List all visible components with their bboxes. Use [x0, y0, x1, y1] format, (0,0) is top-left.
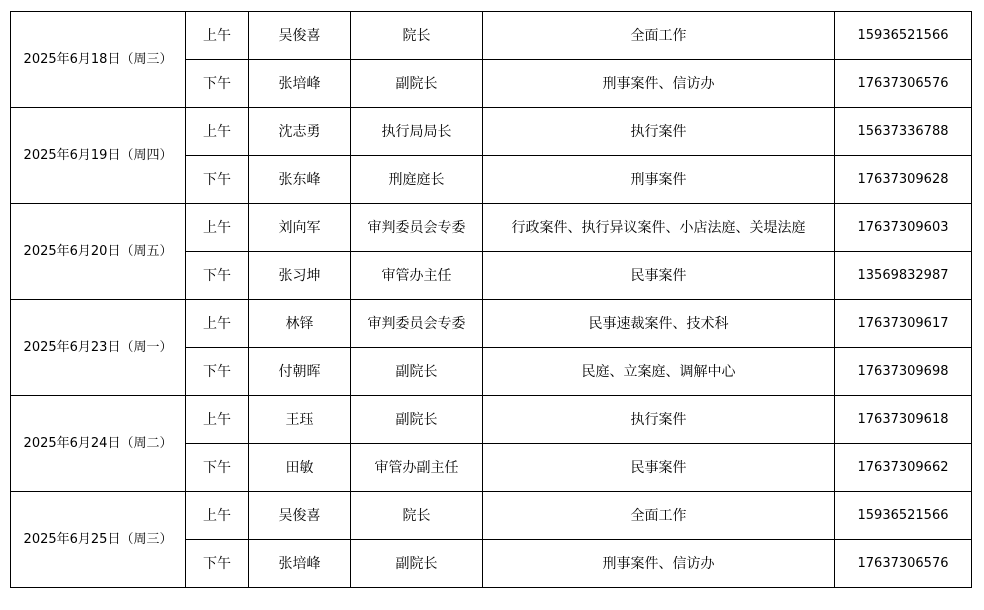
phone-cell: 17637309628 — [835, 156, 972, 204]
phone-cell: 13569832987 — [835, 252, 972, 300]
position-cell: 院长 — [351, 492, 483, 540]
phone-cell: 17637309603 — [835, 204, 972, 252]
date-cell: 2025年6月18日（周三） — [11, 12, 186, 108]
duty-cell: 民庭、立案庭、调解中心 — [483, 348, 835, 396]
phone-cell: 17637309617 — [835, 300, 972, 348]
period-cell: 上午 — [186, 108, 249, 156]
name-cell: 沈志勇 — [249, 108, 351, 156]
name-cell: 吴俊喜 — [249, 12, 351, 60]
period-cell: 下午 — [186, 348, 249, 396]
period-cell: 上午 — [186, 12, 249, 60]
phone-cell: 17637309618 — [835, 396, 972, 444]
period-cell: 下午 — [186, 252, 249, 300]
duty-cell: 民事速裁案件、技术科 — [483, 300, 835, 348]
position-cell: 执行局局长 — [351, 108, 483, 156]
duty-cell: 民事案件 — [483, 252, 835, 300]
date-cell: 2025年6月24日（周二） — [11, 396, 186, 492]
duty-cell: 行政案件、执行异议案件、小店法庭、关堤法庭 — [483, 204, 835, 252]
phone-cell: 17637309662 — [835, 444, 972, 492]
position-cell: 院长 — [351, 12, 483, 60]
period-cell: 上午 — [186, 396, 249, 444]
name-cell: 张培峰 — [249, 60, 351, 108]
table-row — [11, 396, 972, 444]
phone-cell: 17637306576 — [835, 60, 972, 108]
period-cell: 下午 — [186, 444, 249, 492]
name-cell: 田敏 — [249, 444, 351, 492]
table-row — [11, 12, 972, 60]
phone-cell: 15936521566 — [835, 492, 972, 540]
duty-cell: 刑事案件、信访办 — [483, 540, 835, 588]
duty-schedule-table — [10, 11, 972, 588]
period-cell: 上午 — [186, 300, 249, 348]
phone-cell: 15936521566 — [835, 12, 972, 60]
duty-cell: 执行案件 — [483, 108, 835, 156]
name-cell: 张东峰 — [249, 156, 351, 204]
name-cell: 付朝晖 — [249, 348, 351, 396]
position-cell: 审判委员会专委 — [351, 204, 483, 252]
duty-cell: 执行案件 — [483, 396, 835, 444]
period-cell: 上午 — [186, 492, 249, 540]
period-cell: 上午 — [186, 204, 249, 252]
name-cell: 张习坤 — [249, 252, 351, 300]
name-cell: 林铎 — [249, 300, 351, 348]
date-cell: 2025年6月19日（周四） — [11, 108, 186, 204]
duty-cell: 民事案件 — [483, 444, 835, 492]
position-cell: 审判委员会专委 — [351, 300, 483, 348]
date-cell: 2025年6月20日（周五） — [11, 204, 186, 300]
period-cell: 下午 — [186, 156, 249, 204]
position-cell: 刑庭庭长 — [351, 156, 483, 204]
position-cell: 副院长 — [351, 540, 483, 588]
name-cell: 刘向军 — [249, 204, 351, 252]
position-cell: 副院长 — [351, 348, 483, 396]
table-row — [11, 108, 972, 156]
period-cell: 下午 — [186, 60, 249, 108]
position-cell: 审管办副主任 — [351, 444, 483, 492]
phone-cell: 15637336788 — [835, 108, 972, 156]
name-cell: 张培峰 — [249, 540, 351, 588]
phone-cell: 17637309698 — [835, 348, 972, 396]
phone-cell: 17637306576 — [835, 540, 972, 588]
duty-cell: 刑事案件、信访办 — [483, 60, 835, 108]
duty-cell: 全面工作 — [483, 492, 835, 540]
duty-cell: 全面工作 — [483, 12, 835, 60]
name-cell: 吴俊喜 — [249, 492, 351, 540]
table-row — [11, 300, 972, 348]
table-row — [11, 492, 972, 540]
table-row — [11, 204, 972, 252]
position-cell: 副院长 — [351, 60, 483, 108]
position-cell: 副院长 — [351, 396, 483, 444]
date-cell: 2025年6月25日（周三） — [11, 492, 186, 588]
name-cell: 王珏 — [249, 396, 351, 444]
duty-cell: 刑事案件 — [483, 156, 835, 204]
date-cell: 2025年6月23日（周一） — [11, 300, 186, 396]
period-cell: 下午 — [186, 540, 249, 588]
position-cell: 审管办主任 — [351, 252, 483, 300]
